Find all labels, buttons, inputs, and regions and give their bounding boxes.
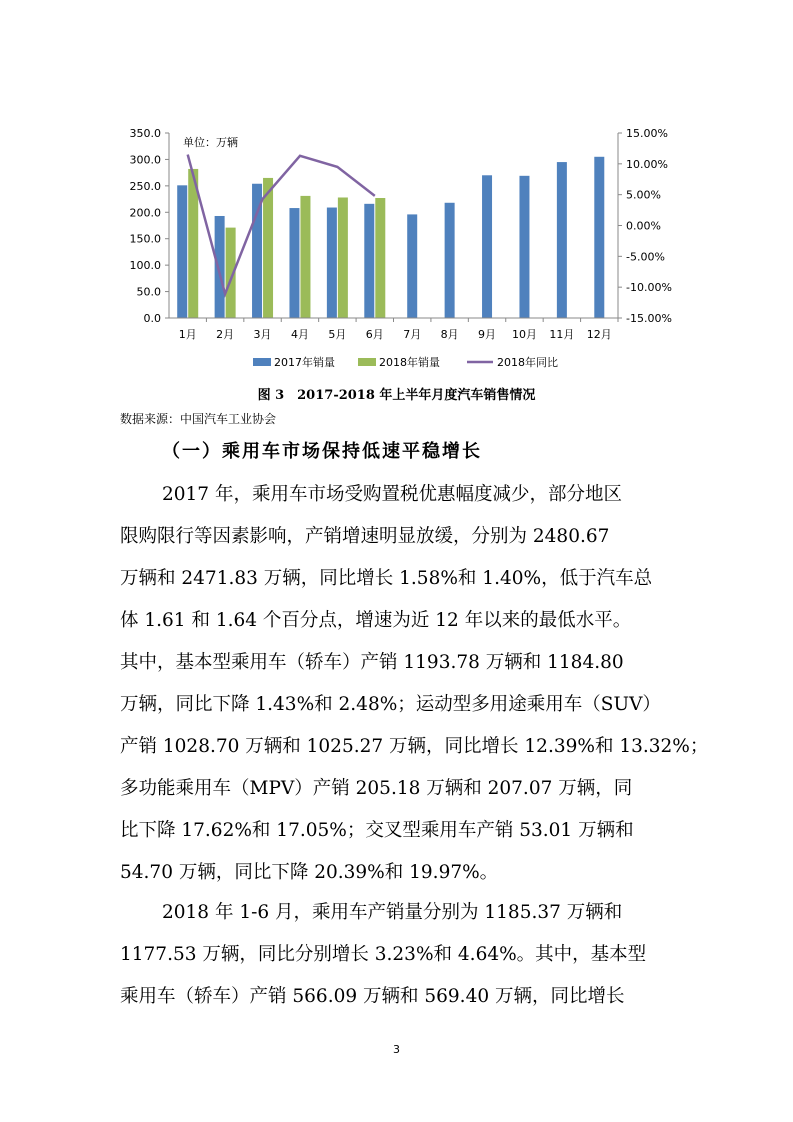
bar-2017 <box>407 214 417 318</box>
right-tick-label: 5.00% <box>626 188 661 202</box>
page-number: 3 <box>393 1043 400 1056</box>
left-tick-label: 300.0 <box>129 153 161 167</box>
bar-2017 <box>364 204 374 318</box>
x-tick-label: 1月 <box>178 328 197 341</box>
bar-2017 <box>557 162 567 318</box>
section-heading: （一）乘用车市场保持低速平稳增长 <box>162 441 482 462</box>
bar-2017 <box>177 185 187 318</box>
paragraph-line: 2017 年，乘用车市场受购置税优惠幅度减少，部分地区 <box>162 484 622 505</box>
left-tick-label: 150.0 <box>129 232 161 246</box>
legend-2018-swatch <box>358 358 376 366</box>
paragraph-line: 乘用车（轿车）产销 566.09 万辆和 569.40 万辆，同比增长 <box>120 986 625 1007</box>
x-tick-label: 2月 <box>216 328 235 341</box>
data-source: 数据来源：中国汽车工业协会 <box>120 412 277 426</box>
right-tick-label: -5.00% <box>626 250 665 264</box>
left-tick-label: 350.0 <box>129 127 161 140</box>
x-tick-label: 7月 <box>403 328 422 341</box>
paragraph-line: 产销 1028.70 万辆和 1025.27 万辆，同比增长 12.39%和 13.32%； <box>120 736 709 757</box>
paragraph-line: 万辆和 2471.83 万辆，同比增长 1.58%和 1.40%，低于汽车总 <box>120 568 653 589</box>
bar-2017 <box>289 208 299 318</box>
bar-2017 <box>327 208 337 318</box>
x-tick-label: 5月 <box>328 328 347 341</box>
right-tick-label: 0.00% <box>626 219 661 233</box>
right-tick-label: -10.00% <box>626 281 672 295</box>
left-tick-label: 200.0 <box>129 206 161 220</box>
x-tick-label: 9月 <box>478 328 497 341</box>
paragraph-line: 万辆，同比下降 1.43%和 2.48%；运动型多用途乘用车（SUV） <box>120 694 661 715</box>
right-tick-label: -15.00% <box>626 312 672 325</box>
bar-2017 <box>482 175 492 318</box>
paragraph-line: 体 1.61 和 1.64 个百分点，增速为近 12 年以来的最低水平。 <box>120 610 632 631</box>
legend-2017-label: 2017年销量 <box>274 356 335 369</box>
left-tick-label: 50.0 <box>136 285 161 299</box>
paragraph-line: 多功能乘用车（MPV）产销 205.18 万辆和 207.07 万辆，同 <box>120 778 633 799</box>
bar-2018 <box>300 196 310 318</box>
left-tick-label: 250.0 <box>129 179 161 193</box>
paragraph-line: 其中，基本型乘用车（轿车）产销 1193.78 万辆和 1184.80 <box>120 652 624 673</box>
bar-2017 <box>445 203 455 318</box>
bar-2018 <box>263 178 273 318</box>
paragraph-line: 54.70 万辆，同比下降 20.39%和 19.97%。 <box>120 862 499 883</box>
paragraph-line: 限购限行等因素影响，产销增速明显放缓，分别为 2480.67 <box>120 526 610 547</box>
right-tick-label: 10.00% <box>626 157 668 171</box>
bar-2017 <box>594 157 604 318</box>
x-tick-label: 6月 <box>365 328 384 341</box>
legend-2017-swatch <box>253 358 271 366</box>
x-tick-label: 3月 <box>253 328 272 341</box>
x-tick-label: 11月 <box>549 328 575 341</box>
x-tick-label: 10月 <box>511 328 537 341</box>
x-tick-label: 4月 <box>290 328 309 341</box>
unit-label: 单位：万辆 <box>183 136 238 149</box>
bar-2017 <box>215 216 225 318</box>
paragraph-line: 2018 年 1-6 月，乘用车产销量分别为 1185.37 万辆和 <box>162 902 623 923</box>
left-tick-label: 100.0 <box>129 259 161 273</box>
bar-2018 <box>375 198 385 318</box>
legend-2018-label: 2018年销量 <box>379 356 440 369</box>
bar-2018 <box>338 197 348 318</box>
legend-yoy-label: 2018年同比 <box>497 356 558 369</box>
paragraph-line: 1177.53 万辆，同比分别增长 3.23%和 4.64%。其中，基本型 <box>120 944 647 965</box>
figure-caption: 图 3 2017-2018 年上半年月度汽车销售情况 <box>257 388 536 403</box>
x-tick-label: 8月 <box>440 328 459 341</box>
x-tick-label: 12月 <box>586 328 612 341</box>
paragraph-line: 比下降 17.62%和 17.05%；交叉型乘用车产销 53.01 万辆和 <box>120 820 634 841</box>
left-tick-label: 0.0 <box>143 312 161 325</box>
right-tick-label: 15.00% <box>626 127 668 140</box>
bar-2017 <box>519 176 529 318</box>
legend <box>253 355 558 369</box>
monthly-sales-chart <box>0 0 793 380</box>
